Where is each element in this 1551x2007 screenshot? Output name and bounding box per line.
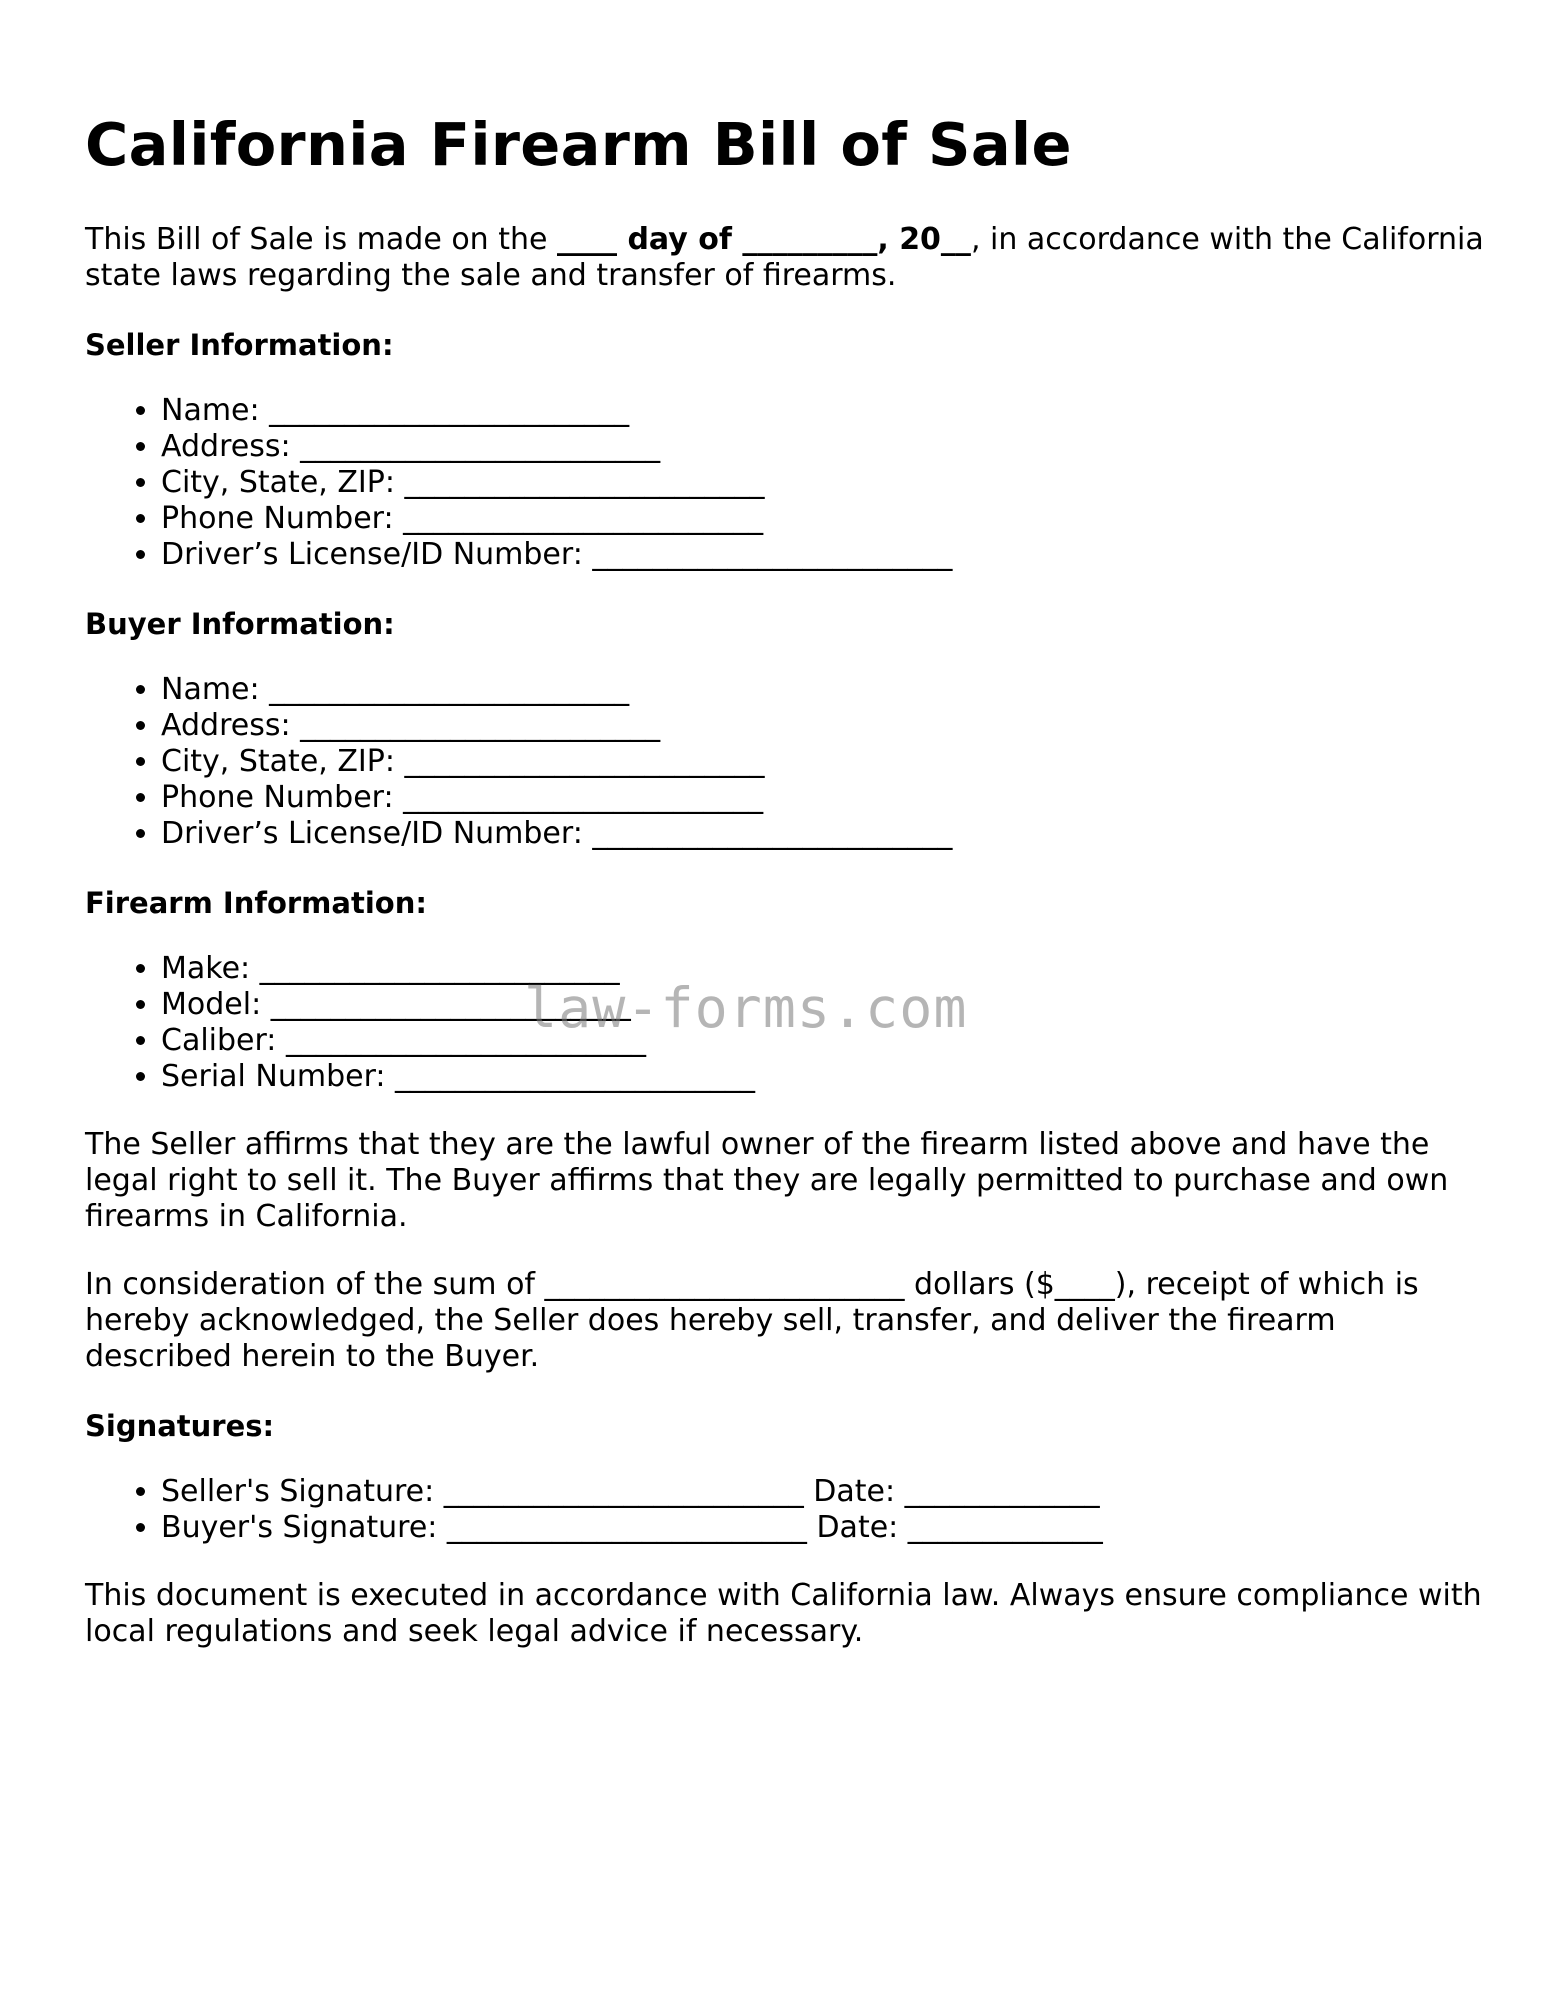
document-title: California Firearm Bill of Sale [85,110,1072,179]
document-page [85,110,1485,1650]
buyer-signature-line: • Buyer's Signature: ________________________ Date: _____________ [161,1510,1485,1546]
firearm-caliber-field: • Caliber: ________________________ [161,1023,1485,1059]
seller-license-field: • Driver’s License/ID Number: ________________________ [161,537,1485,573]
buyer-name-field: • Name: ________________________ [161,672,1485,708]
buyer-license-field: • Driver’s License/ID Number: ________________________ [161,816,1485,852]
seller-list [85,393,1485,573]
intro-text-start: This Bill of Sale is made on the [85,222,557,257]
seller-phone-field: • Phone Number: ________________________ [161,501,1485,537]
intro-text-end: , in accordance with the California state laws regarding the sale and transfer of firearms. [85,222,1484,293]
seller-signature-line: • Seller's Signature: ________________________ Date: _____________ [161,1474,1485,1510]
closing-paragraph: This document is executed in accordance with California law. Always ensure compliance with local regulations and seek legal advice if necessary. [85,1578,1482,1649]
firearm-serial-field: • Serial Number: ________________________ [161,1059,1485,1095]
watermark: law-forms.com [524,976,968,1040]
seller-city-state-zip-field: • City, State, ZIP: ________________________ [161,465,1485,501]
firearm-model-field: • Model: ________________________ [161,987,1485,1023]
buyer-heading: Buyer Information: [85,607,395,641]
signatures-heading: Signatures: [85,1409,275,1443]
firearm-make-field: • Make: ________________________ [161,951,1485,987]
consideration-paragraph: In consideration of the sum of ________________________ dollars ($____), receipt of which is hereby acknowledged, the Seller does hereby sell, transfer, and deliver the firearm described herein to the Buyer. [85,1267,1419,1374]
buyer-phone-field: • Phone Number: ________________________ [161,780,1485,816]
seller-heading: Seller Information: [85,328,394,362]
seller-address-field: • Address: ________________________ [161,429,1485,465]
intro-paragraph [85,222,1485,294]
firearm-heading: Firearm Information: [85,886,427,920]
buyer-address-field: • Address: ________________________ [161,708,1485,744]
buyer-list [85,672,1485,852]
firearm-list [85,951,1485,1095]
intro-date-blank: ____ day of _________, 20__ [557,222,971,257]
buyer-city-state-zip-field: • City, State, ZIP: ________________________ [161,744,1485,780]
signatures-list [85,1474,1485,1546]
affirmation-paragraph: The Seller affirms that they are the lawful owner of the firearm listed above and have the legal right to sell it. The Buyer affirms that they are legally permitted to purchase and own firearms in California. [85,1127,1449,1234]
seller-name-field: • Name: ________________________ [161,393,1485,429]
